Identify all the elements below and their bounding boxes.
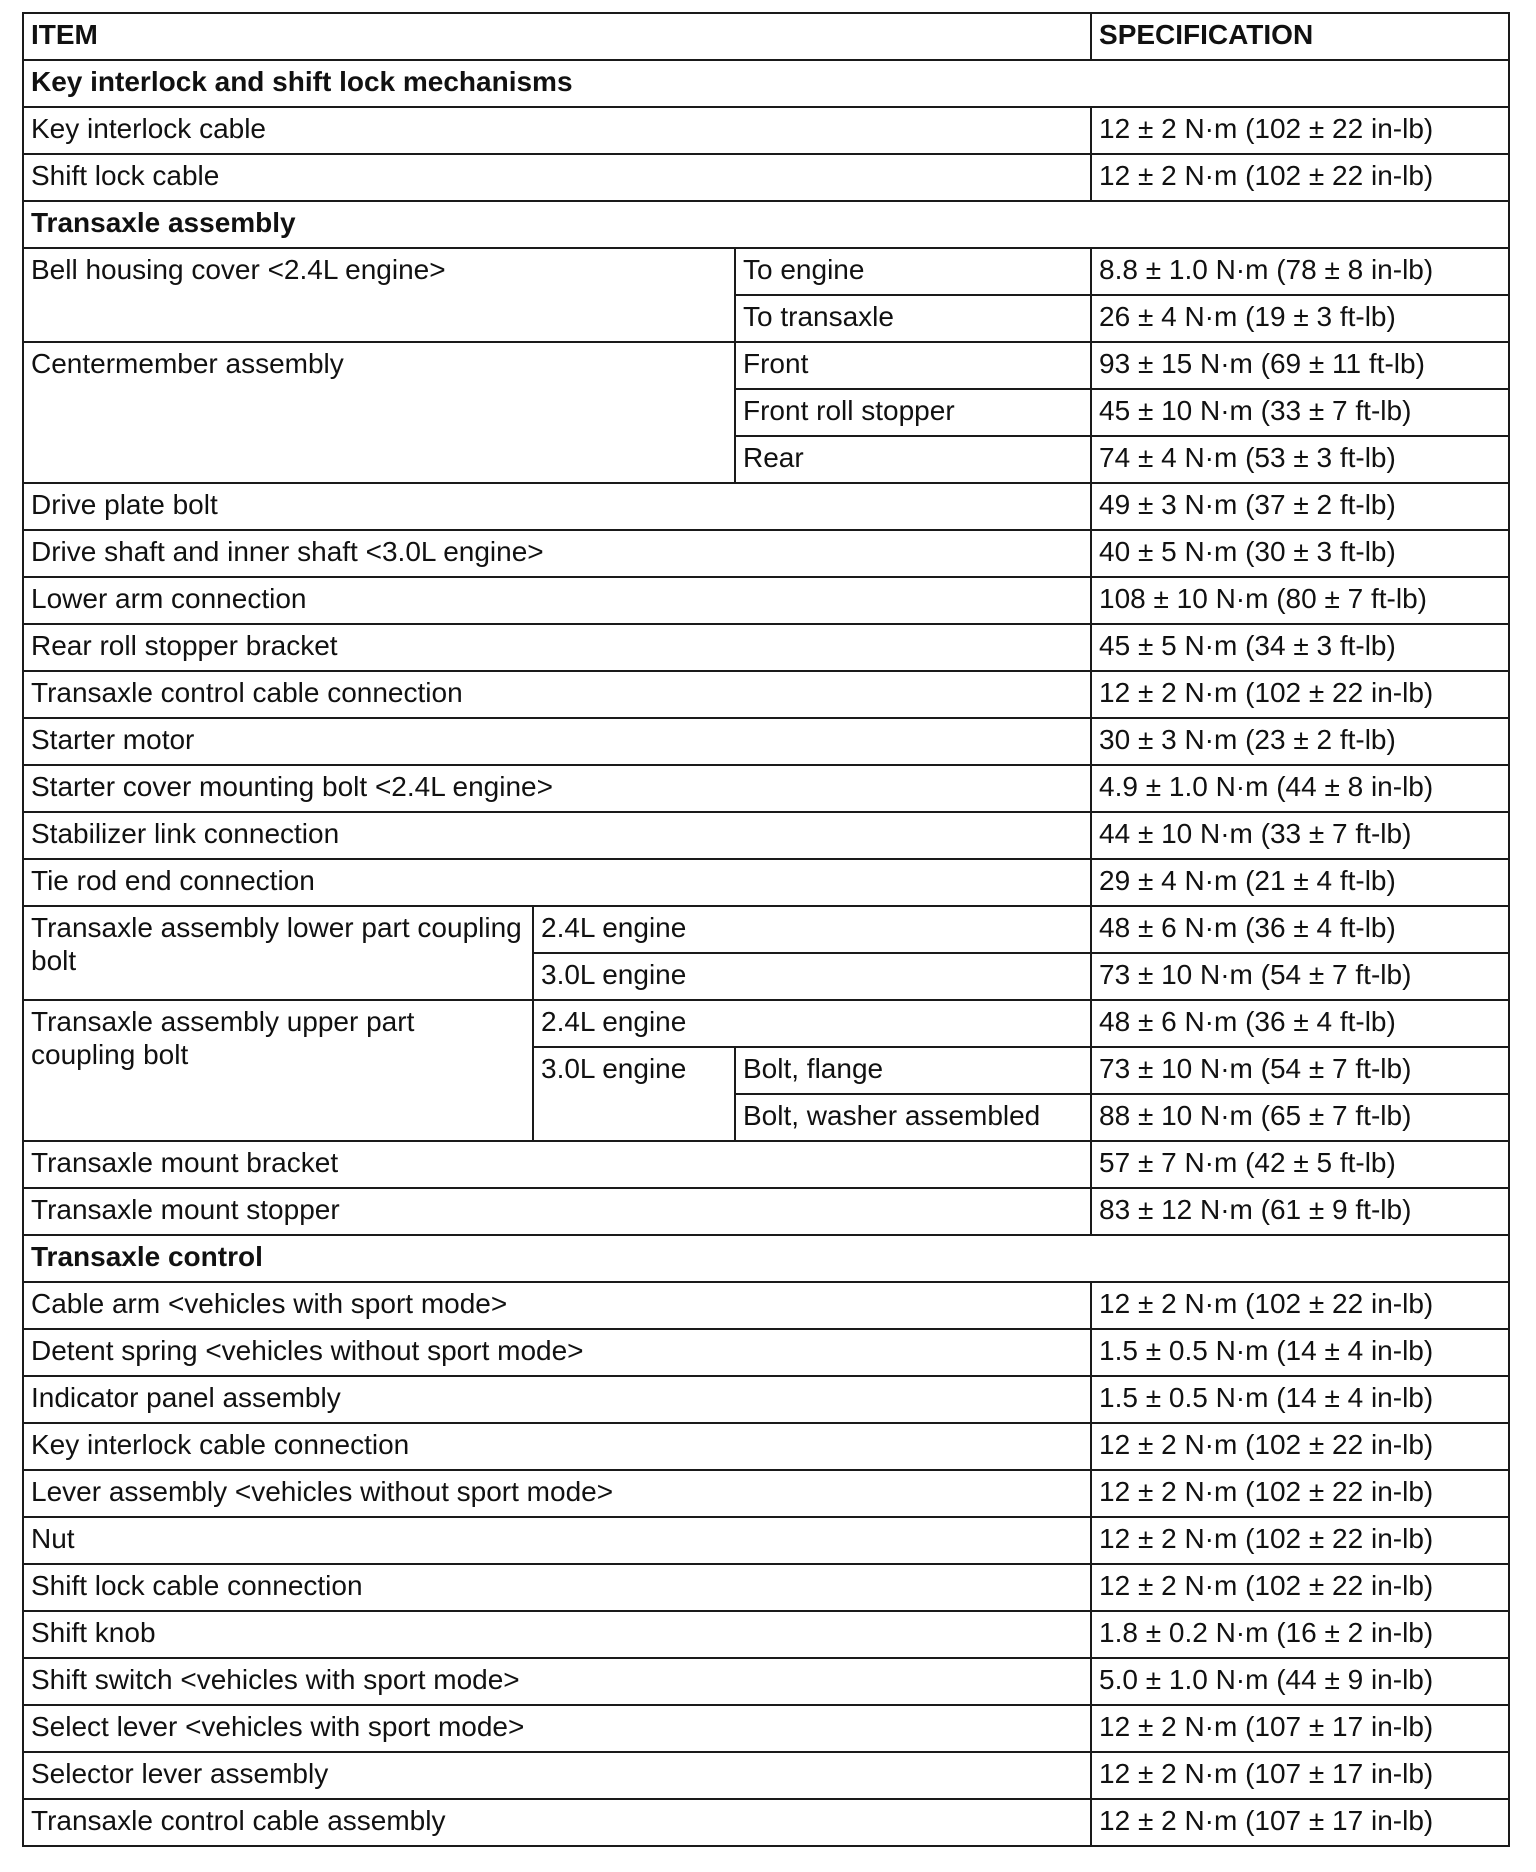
spec-cell: 108 ± 10 N·m (80 ± 7 ft-lb): [1091, 577, 1509, 624]
engine-cell: 3.0L engine: [533, 1047, 735, 1141]
section-title: Transaxle assembly: [23, 201, 1509, 248]
table-row: [23, 577, 1509, 624]
spec-cell: 1.5 ± 0.5 N·m (14 ± 4 in-lb): [1091, 1329, 1509, 1376]
spec-cell: 48 ± 6 N·m (36 ± 4 ft-lb): [1091, 906, 1509, 953]
spec-cell: 4.9 ± 1.0 N·m (44 ± 8 in-lb): [1091, 765, 1509, 812]
item-cell: Lever assembly <vehicles without sport mode>: [23, 1470, 1091, 1517]
table-row: [23, 906, 1509, 953]
item-cell: Key interlock cable connection: [23, 1423, 1091, 1470]
item-cell: Tie rod end connection: [23, 859, 1091, 906]
item-cell: Selector lever assembly: [23, 1752, 1091, 1799]
spec-cell: 1.5 ± 0.5 N·m (14 ± 4 in-lb): [1091, 1376, 1509, 1423]
table-row: [23, 530, 1509, 577]
sub-item-cell: Front roll stopper: [735, 389, 1091, 436]
item-cell: Shift lock cable connection: [23, 1564, 1091, 1611]
engine-cell: 2.4L engine: [533, 906, 1091, 953]
item-cell: Shift lock cable: [23, 154, 1091, 201]
sub-item-cell: To engine: [735, 248, 1091, 295]
spec-cell: 12 ± 2 N·m (102 ± 22 in-lb): [1091, 1423, 1509, 1470]
item-cell: Drive shaft and inner shaft <3.0L engine>: [23, 530, 1091, 577]
spec-cell: 12 ± 2 N·m (102 ± 22 in-lb): [1091, 1517, 1509, 1564]
item-cell: Cable arm <vehicles with sport mode>: [23, 1282, 1091, 1329]
spec-cell: 12 ± 2 N·m (102 ± 22 in-lb): [1091, 154, 1509, 201]
table-row: [23, 859, 1509, 906]
spec-cell: 93 ± 15 N·m (69 ± 11 ft-lb): [1091, 342, 1509, 389]
spec-cell: 44 ± 10 N·m (33 ± 7 ft-lb): [1091, 812, 1509, 859]
spec-cell: 12 ± 2 N·m (107 ± 17 in-lb): [1091, 1799, 1509, 1846]
table-row: [23, 154, 1509, 201]
item-column-header: ITEM: [23, 13, 1091, 60]
item-cell: Key interlock cable: [23, 107, 1091, 154]
bolt-type-cell: Bolt, flange: [735, 1047, 1091, 1094]
spec-cell: 26 ± 4 N·m (19 ± 3 ft-lb): [1091, 295, 1509, 342]
table-row: [23, 1658, 1509, 1705]
spec-cell: 30 ± 3 N·m (23 ± 2 ft-lb): [1091, 718, 1509, 765]
spec-cell: 49 ± 3 N·m (37 ± 2 ft-lb): [1091, 483, 1509, 530]
specification-column-header: SPECIFICATION: [1091, 13, 1509, 60]
item-cell: Bell housing cover <2.4L engine>: [23, 248, 735, 342]
engine-cell: 2.4L engine: [533, 1000, 1091, 1047]
item-cell: Transaxle assembly upper part coupling bolt: [23, 1000, 533, 1141]
spec-cell: 1.8 ± 0.2 N·m (16 ± 2 in-lb): [1091, 1611, 1509, 1658]
table-row: [23, 248, 1509, 295]
item-cell: Select lever <vehicles with sport mode>: [23, 1705, 1091, 1752]
item-cell: Detent spring <vehicles without sport mode>: [23, 1329, 1091, 1376]
spec-cell: 73 ± 10 N·m (54 ± 7 ft-lb): [1091, 953, 1509, 1000]
spec-cell: 45 ± 5 N·m (34 ± 3 ft-lb): [1091, 624, 1509, 671]
item-cell: Shift switch <vehicles with sport mode>: [23, 1658, 1091, 1705]
spec-cell: 83 ± 12 N·m (61 ± 9 ft-lb): [1091, 1188, 1509, 1235]
table-row: [23, 1752, 1509, 1799]
spec-cell: 40 ± 5 N·m (30 ± 3 ft-lb): [1091, 530, 1509, 577]
sub-item-cell: To transaxle: [735, 295, 1091, 342]
engine-cell: 3.0L engine: [533, 953, 1091, 1000]
table-row: [23, 1282, 1509, 1329]
spec-cell: 12 ± 2 N·m (102 ± 22 in-lb): [1091, 1282, 1509, 1329]
section-title: Transaxle control: [23, 1235, 1509, 1282]
spec-cell: 45 ± 10 N·m (33 ± 7 ft-lb): [1091, 389, 1509, 436]
section-header-row: [23, 1235, 1509, 1282]
table-row: [23, 1470, 1509, 1517]
item-cell: Nut: [23, 1517, 1091, 1564]
table-header-row: [23, 13, 1509, 60]
table-row: [23, 812, 1509, 859]
spec-cell: 73 ± 10 N·m (54 ± 7 ft-lb): [1091, 1047, 1509, 1094]
item-cell: Transaxle control cable assembly: [23, 1799, 1091, 1846]
spec-cell: 48 ± 6 N·m (36 ± 4 ft-lb): [1091, 1000, 1509, 1047]
table-row: [23, 1141, 1509, 1188]
item-cell: Starter cover mounting bolt <2.4L engine>: [23, 765, 1091, 812]
item-cell: Drive plate bolt: [23, 483, 1091, 530]
spec-cell: 8.8 ± 1.0 N·m (78 ± 8 in-lb): [1091, 248, 1509, 295]
table-row: [23, 483, 1509, 530]
table-row: [23, 1705, 1509, 1752]
item-cell: Lower arm connection: [23, 577, 1091, 624]
sub-item-cell: Front: [735, 342, 1091, 389]
sub-item-cell: Rear: [735, 436, 1091, 483]
table-row: [23, 1423, 1509, 1470]
table-row: [23, 1611, 1509, 1658]
table-row: [23, 671, 1509, 718]
table-row: [23, 765, 1509, 812]
torque-specification-table: [22, 12, 1510, 1847]
section-title: Key interlock and shift lock mechanisms: [23, 60, 1509, 107]
table-row: [23, 1188, 1509, 1235]
item-cell: Transaxle control cable connection: [23, 671, 1091, 718]
item-cell: Rear roll stopper bracket: [23, 624, 1091, 671]
table-row: [23, 1799, 1509, 1846]
table-row: [23, 107, 1509, 154]
table-row: [23, 1329, 1509, 1376]
spec-cell: 74 ± 4 N·m (53 ± 3 ft-lb): [1091, 436, 1509, 483]
table-row: [23, 1376, 1509, 1423]
section-header-row: [23, 60, 1509, 107]
spec-cell: 12 ± 2 N·m (102 ± 22 in-lb): [1091, 1470, 1509, 1517]
spec-cell: 57 ± 7 N·m (42 ± 5 ft-lb): [1091, 1141, 1509, 1188]
spec-cell: 12 ± 2 N·m (102 ± 22 in-lb): [1091, 671, 1509, 718]
spec-cell: 12 ± 2 N·m (107 ± 17 in-lb): [1091, 1705, 1509, 1752]
spec-cell: 12 ± 2 N·m (102 ± 22 in-lb): [1091, 1564, 1509, 1611]
item-cell: Transaxle assembly lower part coupling bolt: [23, 906, 533, 1000]
spec-cell: 88 ± 10 N·m (65 ± 7 ft-lb): [1091, 1094, 1509, 1141]
table-row: [23, 624, 1509, 671]
table-row: [23, 1517, 1509, 1564]
item-cell: Transaxle mount bracket: [23, 1141, 1091, 1188]
spec-cell: 29 ± 4 N·m (21 ± 4 ft-lb): [1091, 859, 1509, 906]
spec-cell: 12 ± 2 N·m (102 ± 22 in-lb): [1091, 107, 1509, 154]
table-row: [23, 1000, 1509, 1047]
item-cell: Centermember assembly: [23, 342, 735, 483]
item-cell: Stabilizer link connection: [23, 812, 1091, 859]
section-header-row: [23, 201, 1509, 248]
spec-cell: 12 ± 2 N·m (107 ± 17 in-lb): [1091, 1752, 1509, 1799]
table-row: [23, 1564, 1509, 1611]
spec-cell: 5.0 ± 1.0 N·m (44 ± 9 in-lb): [1091, 1658, 1509, 1705]
item-cell: Shift knob: [23, 1611, 1091, 1658]
item-cell: Starter motor: [23, 718, 1091, 765]
item-cell: Indicator panel assembly: [23, 1376, 1091, 1423]
item-cell: Transaxle mount stopper: [23, 1188, 1091, 1235]
table-row: [23, 342, 1509, 389]
table-row: [23, 718, 1509, 765]
bolt-type-cell: Bolt, washer assembled: [735, 1094, 1091, 1141]
